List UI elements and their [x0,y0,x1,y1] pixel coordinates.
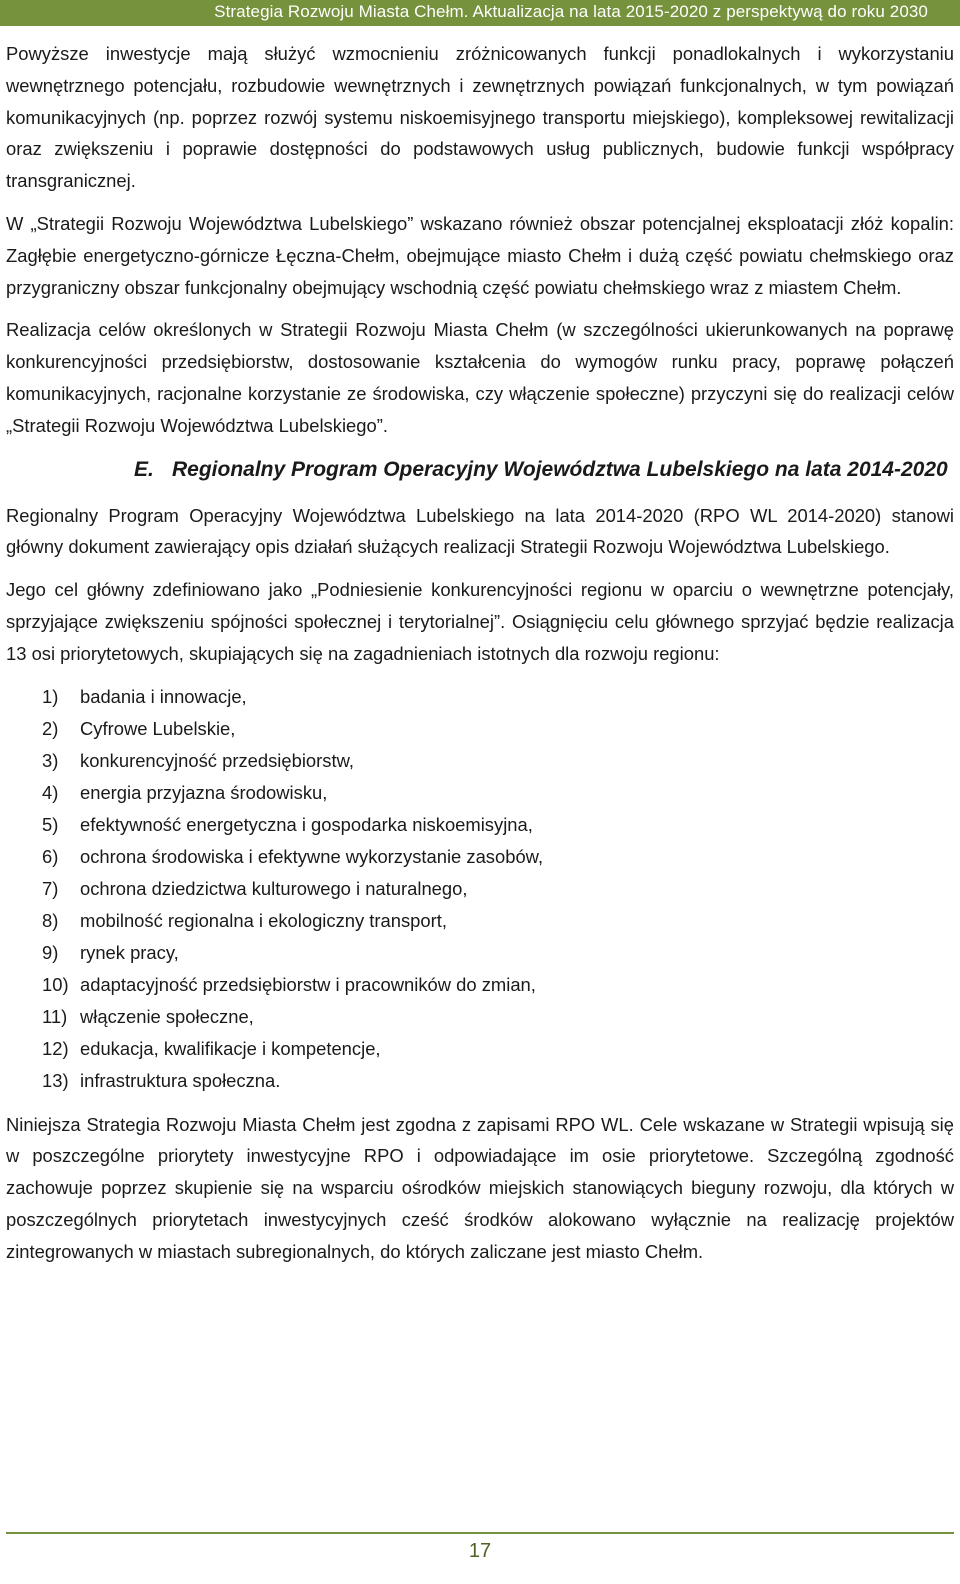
list-item-number: 1) [42,685,59,707]
list-item-number: 2) [42,717,59,739]
list-item-text: włączenie społeczne, [80,1005,254,1027]
page-content [6,38,954,1279]
list-item [42,1001,954,1033]
list-item-number: 13) [42,1069,69,1091]
list-item [42,809,954,841]
list-item [42,713,954,745]
list-item-number: 10) [42,973,69,995]
list-item-text: ochrona środowiska i efektywne wykorzystanie zasobów, [80,845,544,867]
header-bar [0,0,960,26]
list-item [42,681,954,713]
list-item [42,937,954,969]
list-item-number: 6) [42,845,59,867]
paragraph-lubelskie-strategy: W „Strategii Rozwoju Województwa Lubelskiego” wskazano również obszar potencjalnej eksploatacji złóż kopalin: Zagłębie energetyczno-górnicze Łęczna-Chełm, obejmujące miasto Chełm i dużą część powiatu chełmskiego oraz przygraniczny obszar funkcjonalny obejmujący wschodnią część powiatu chełmskiego wraz z miastem Chełm. [6,212,954,298]
paragraph-closing: Niniejsza Strategia Rozwoju Miasta Chełm jest zgodna z zapisami RPO WL. Cele wskazane w Strategii wpisują się w poszczególne priorytety inwestycyjne RPO i odpowiadające im osie priorytetowe. Szczególną zgodność zachowuje poprzez skupienie się na wsparciu ośrodków miejskich stanowiących bieguny rozwoju, dla których w poszczególnych priorytetach inwestycyjnych cześć środków alokowano wyłącznie na realizację projektów zintegrowanych w miastach subregionalnych, do których zaliczane jest miasto Chełm. [6,1113,954,1262]
list-item [42,841,954,873]
section-title: Regionalny Program Operacyjny Województwa Lubelskiego na lata 2014-2020 [172,457,948,481]
list-item-number: 8) [42,909,59,931]
list-item [42,777,954,809]
list-item-number: 9) [42,941,59,963]
list-item-number: 12) [42,1037,69,1059]
list-item-text: rynek pracy, [80,941,179,963]
list-item-number: 4) [42,781,59,803]
list-item-text: edukacja, kwalifikacje i kompetencje, [80,1037,381,1059]
section-heading [6,453,954,486]
list-item [42,745,954,777]
list-item [42,873,954,905]
list-item-text: infrastruktura społeczna. [80,1069,281,1091]
header-title: Strategia Rozwoju Miasta Chełm. Aktualizacja na lata 2015-2020 z perspektywą do roku 2030 [214,2,928,21]
list-item [42,969,954,1001]
footer-divider [6,1532,954,1534]
list-item-text: ochrona dziedzictwa kulturowego i naturalnego, [80,877,468,899]
section-letter: E. [134,457,154,481]
list-item [42,1065,954,1097]
page-number: 17 [468,1540,492,1562]
list-item [42,1033,954,1065]
list-item-number: 3) [42,749,59,771]
list-item-text: Cyfrowe Lubelskie, [80,717,236,739]
paragraph-rpo-intro: Regionalny Program Operacyjny Województwa Lubelskiego na lata 2014-2020 (RPO WL 2014-2020) stanowi główny dokument zawierający opis działań służących realizacji Strategii Rozwoju Województwa Lubelskiego. [6,504,954,558]
priority-axes-list [6,681,954,1097]
list-item-text: badania i innowacje, [80,685,247,707]
list-item [42,905,954,937]
list-item-text: efektywność energetyczna i gospodarka niskoemisyjna, [80,813,533,835]
list-item-text: energia przyjazna środowisku, [80,781,328,803]
paragraph-goals-realization: Realizacja celów określonych w Strategii Rozwoju Miasta Chełm (w szczególności ukierunkowanych na poprawę konkurencyjności przedsiębiorstw, dostosowanie kształcenia do wymogów runku pracy, poprawę połączeń komunikacyjnych, racjonalne korzystanie ze środowiska, czy włączenie społeczne) przyczyni się do realizacji celów „Strategii Rozwoju Województwa Lubelskiego”. [6,319,954,436]
paragraph-investments: Powyższe inwestycje mają służyć wzmocnieniu zróżnicowanych funkcji ponadlokalnych i wykorzystaniu wewnętrznego potencjału, rozbudowie wewnętrznych i zewnętrznych powiązań funkcjonalnych, w tym powiązań komunikacyjnych (np. poprzez rozwój systemu niskoemisyjnego transportu miejskiego), kompleksowej rewitalizacji oraz zwiększeniu i poprawie dostępności do podstawowych usług publicznych, budowie funkcji współpracy transgranicznej. [6,43,954,192]
paragraph-rpo-goal: Jego cel główny zdefiniowano jako „Podniesienie konkurencyjności regionu w oparciu o wewnętrzne potencjały, sprzyjające zwiększeniu spójności społecznej i terytorialnej”. Osiągnięciu celu głównego sprzyjać będzie realizacja 13 osi priorytetowych, skupiających się na zagadnieniach istotnych dla rozwoju regionu: [6,579,954,664]
list-item-text: adaptacyjność przedsiębiorstw i pracowników do zmian, [80,973,536,995]
list-item-number: 5) [42,813,59,835]
list-item-text: konkurencyjność przedsiębiorstw, [80,749,354,771]
list-item-number: 7) [42,877,59,899]
list-item-number: 11) [42,1005,68,1027]
list-item-text: mobilność regionalna i ekologiczny transport, [80,909,447,931]
